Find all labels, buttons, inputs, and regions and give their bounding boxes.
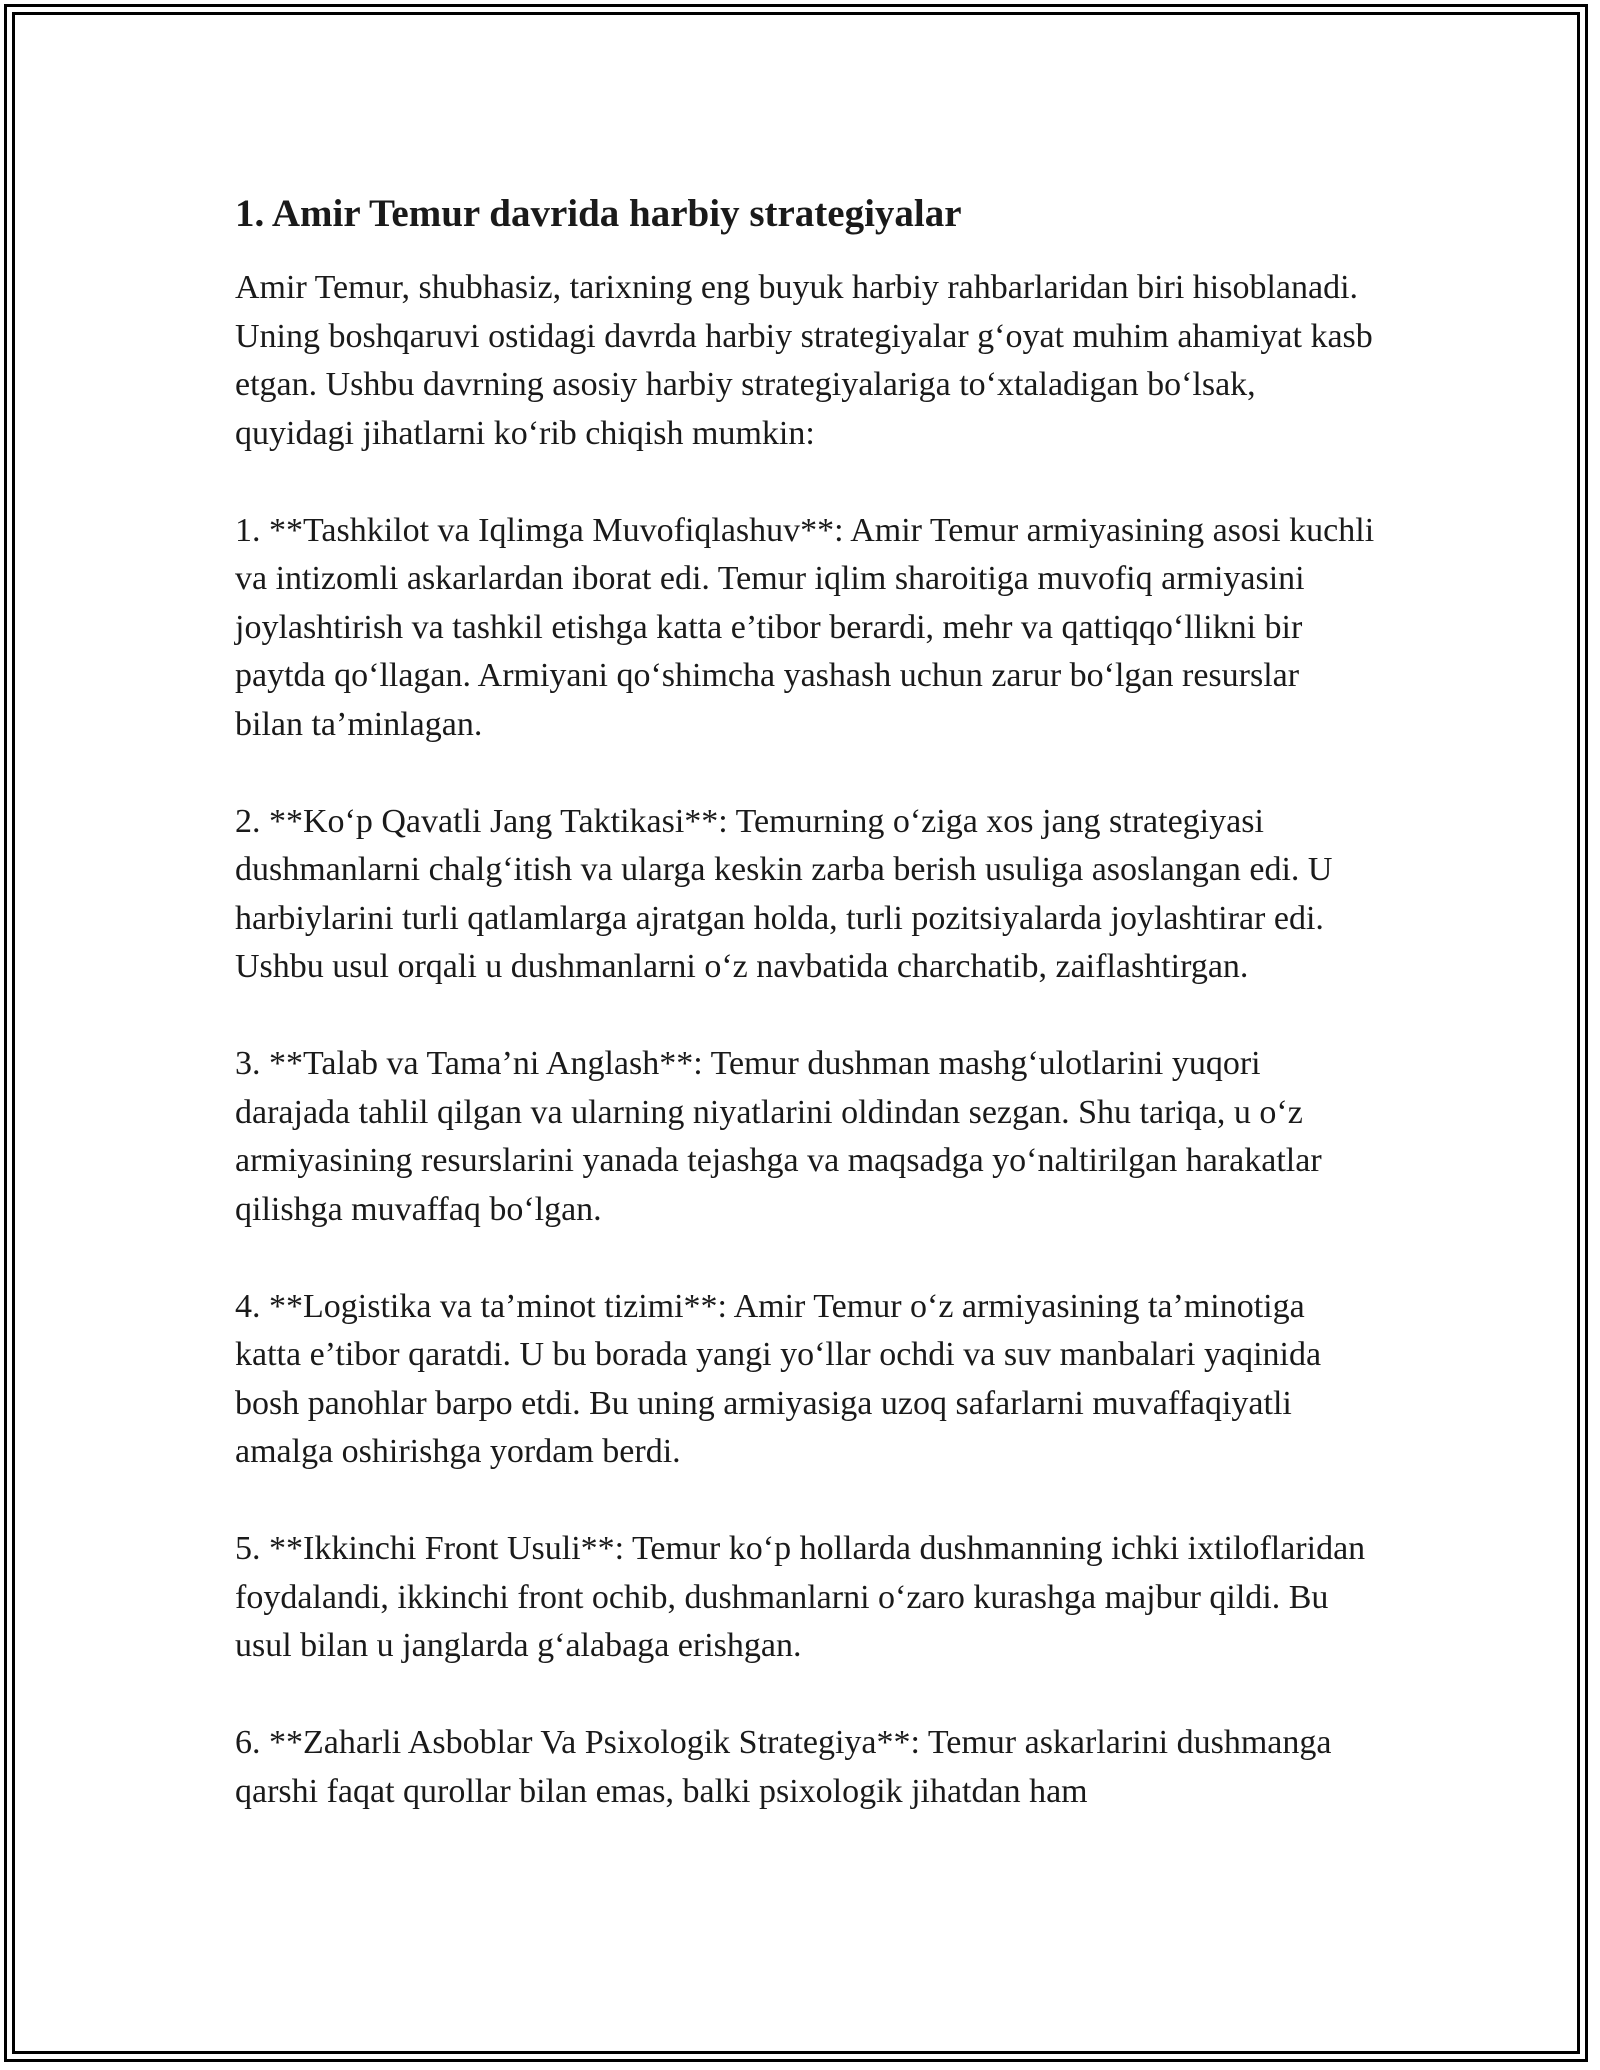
document-body [235,264,1375,1816]
document-title: 1. Amir Temur davrida harbiy strategiyalar [235,192,962,235]
intro-paragraph: Amir Temur, shubhasiz, tarixning eng buyuk harbiy rahbarlaridan biri hisoblanadi. Uning boshqaruvi ostidagi davrda harbiy strategiyalar g‘oyat muhim ahamiyat kasb etgan. Ushbu davrning asosiy harbiy strategiyalariga to‘xtaladigan bo‘lsak, quyidagi jihatlarni ko‘rib chiqish mumkin: [235,269,1373,452]
list-item-1: 1. **Tashkilot va Iqlimga Muvofiqlashuv**: Amir Temur armiyasining asosi kuchli va intizomli askarlardan iborat edi. Temur iqlim sharoitiga muvofiq armiyasini joylashtirish va tashkil etishga katta e’tibor berardi, mehr va qattiqqo‘llikni bir paytda qo‘llagan. Armiyani qo‘shimcha yashash uchun zarur bo‘lgan resurslar bilan ta’minlagan. [235,511,1375,743]
list-item-2: 2. **Ko‘p Qavatli Jang Taktikasi**: Temurning o‘ziga xos jang strategiyasi dushmanlarni chalg‘itish va ularga keskin zarba berish usuliga asoslangan edi. U harbiylarini turli qatlamlarga ajratgan holda, turli pozitsiyalarda joylashtirar edi. Ushbu usul orqali u dushmanlarni o‘z navbatida charchatib, zaiflashtirgan. [235,802,1333,985]
list-item-5: 5. **Ikkinchi Front Usuli**: Temur ko‘p hollarda dushmanning ichki ixtiloflaridan foydalandi, ikkinchi front ochib, dushmanlarni o‘zaro kurashga majbur qildi. Bu usul bilan u janglarda g‘alabaga erishgan. [235,1530,1366,1664]
document-content [235,186,1375,1865]
list-item-6: 6. **Zaharli Asboblar Va Psixologik Strategiya**: Temur askarlarini dushmanga qarshi faqat qurollar bilan emas, balki psixologik jihatdan ham [235,1724,1332,1810]
list-item-4: 4. **Logistika va ta’minot tizimi**: Amir Temur o‘z armiyasining ta’minotiga katta e’tibor qaratdi. U bu borada yangi yo‘llar ochdi va suv manbalari yaqinida bosh panohlar barpo etdi. Bu uning armiyasiga uzoq safarlarni muvaffaqiyatli amalga oshirishga yordam berdi. [235,1287,1322,1470]
list-item-3: 3. **Talab va Tama’ni Anglash**: Temur dushman mashg‘ulotlarini yuqori darajada tahlil qilgan va ularning niyatlarini oldindan sezgan. Shu tariqa, u o‘z armiyasining resurslarini yanada tejashga va maqsadga yo‘naltirilgan harakatlar qilishga muvaffaq bo‘lgan. [235,1045,1322,1228]
